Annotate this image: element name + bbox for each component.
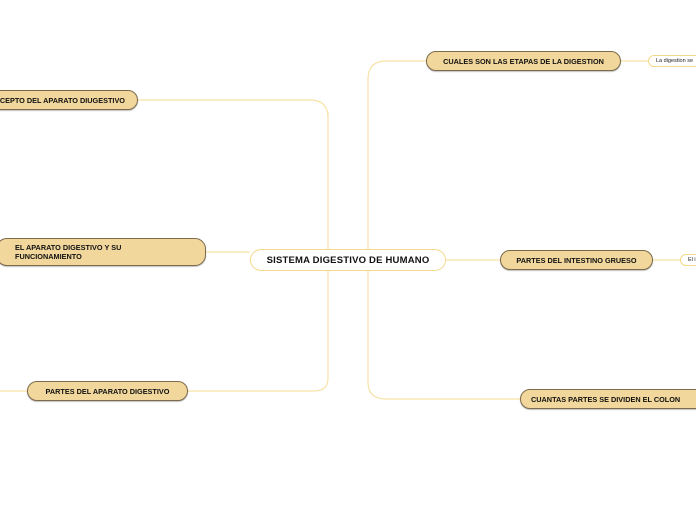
topic-concepto-aparato-digestivo[interactable] [0,90,138,110]
topic-label: CUALES SON LAS ETAPAS DE LA DIGESTION [443,56,604,66]
topic-partes-intestino-grueso[interactable] [500,250,653,270]
subtopic-label: El i [688,257,696,263]
topic-partes-aparato-digestivo[interactable] [27,381,188,401]
central-topic[interactable] [250,249,446,271]
subtopic-digestion[interactable] [648,55,696,67]
topic-label: EL APARATO DIGESTIVO Y SU FUNCIONAMIENTO [15,243,122,261]
central-topic-label: SISTEMA DIGESTIVO DE HUMANO [266,254,430,266]
topic-label: CUANTAS PARTES SE DIVIDEN EL COLON [531,394,681,404]
topic-label: PARTES DEL INTESTINO GRUESO [516,255,637,265]
topic-partes-colon[interactable] [520,389,696,409]
subtopic-label: La digestion se [656,58,693,64]
topic-label: PARTES DEL APARATO DIGESTIVO [45,386,170,396]
topic-label: CEPTO DEL APARATO DIUGESTIVO [0,95,125,105]
topic-etapas-digestion[interactable] [426,51,621,71]
topic-aparato-digestivo-funcionamiento[interactable] [0,238,206,266]
subtopic-intestino[interactable] [680,254,696,266]
connector-right-trunk [368,61,520,399]
